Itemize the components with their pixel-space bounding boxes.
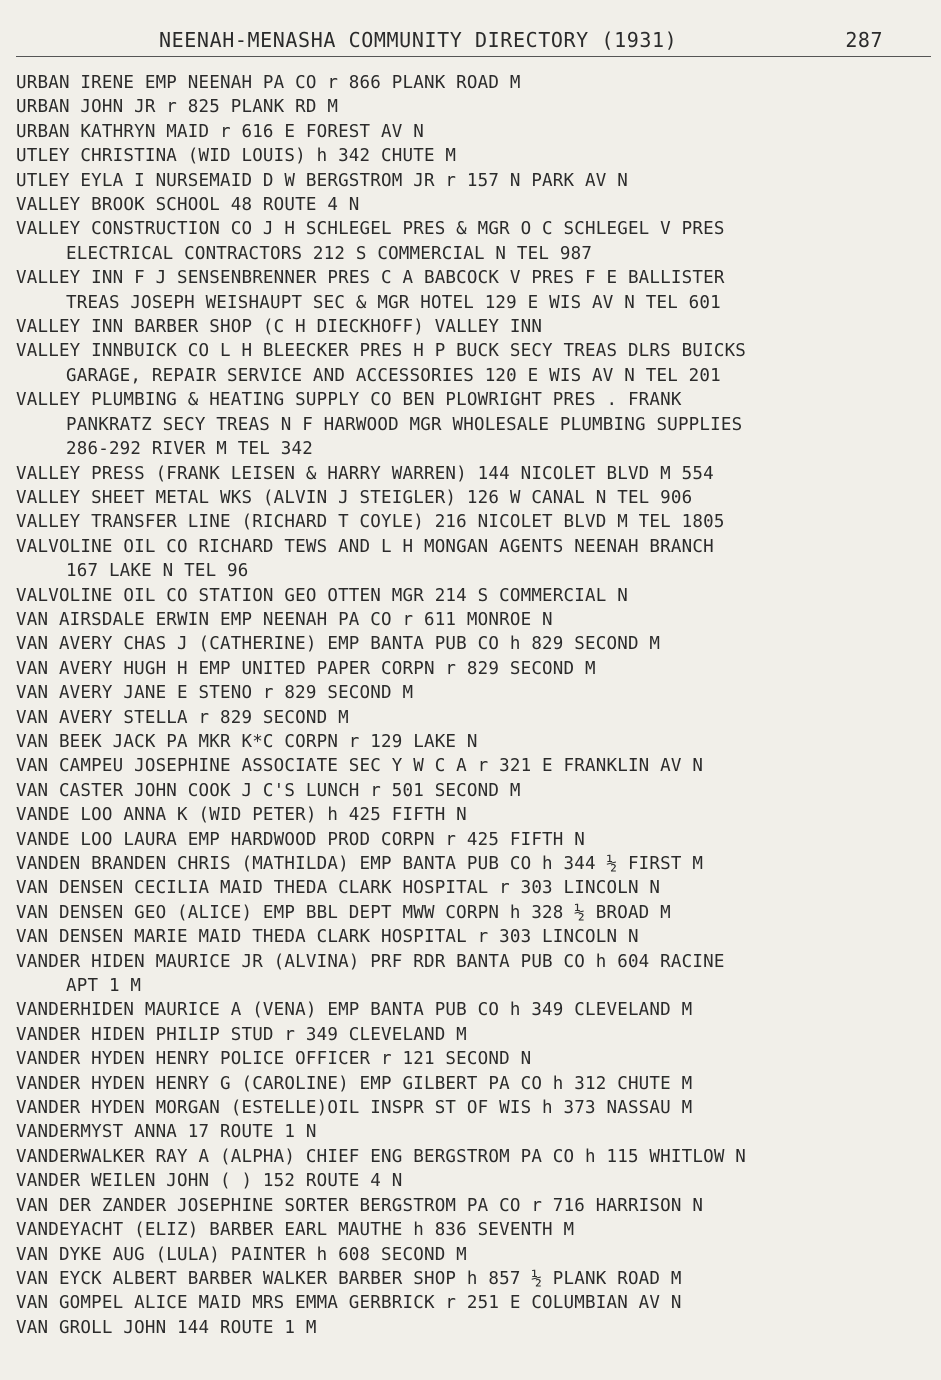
entry-line: VALVOLINE OIL CO RICHARD TEWS AND L H MONGAN AGENTS NEENAH BRANCH: [16, 536, 714, 557]
entry-line: VANDER WEILEN JOHN ( ) 152 ROUTE 4 N: [16, 1171, 403, 1192]
entry-line: VANDEN BRANDEN CHRIS (MATHILDA) EMP BANTA PUB CO h 344 ½ FIRST M: [16, 854, 704, 874]
directory-entries: [16, 71, 931, 1340]
entry-continuation: GARAGE, REPAIR SERVICE AND ACCESSORIES 120 E WIS AV N TEL 201: [66, 365, 721, 386]
page-header: [16, 26, 931, 57]
entry-line: UTLEY EYLA I NURSEMAID D W BERGSTROM JR r 157 N PARK AV N: [16, 170, 628, 191]
entry-line: VANDE LOO ANNA K (WID PETER) h 425 FIFTH N: [16, 805, 467, 826]
entry-line: VANDERWALKER RAY A (ALPHA) CHIEF ENG BERGSTROM PA CO h 115 WHITLOW N: [16, 1146, 747, 1167]
entry-line: VALLEY TRANSFER LINE (RICHARD T COYLE) 216 NICOLET BLVD M TEL 1805: [16, 512, 725, 533]
entry-line: VALLEY PRESS (FRANK LEISEN & HARRY WARREN) 144 NICOLET BLVD M 554: [16, 463, 714, 484]
entry-line: UTLEY CHRISTINA (WID LOUIS) h 342 CHUTE M: [16, 146, 457, 167]
entry-line: VANDER HYDEN HENRY G (CAROLINE) EMP GILBERT PA CO h 312 CHUTE M: [16, 1073, 693, 1094]
entry-line: URBAN IRENE EMP NEENAH PA CO r 866 PLANK ROAD M: [16, 73, 521, 93]
entry-line: VAN DENSEN GEO (ALICE) EMP BBL DEPT MWW CORPN h 328 ½ BROAD M: [16, 902, 671, 923]
entry-line: VAN DYKE AUG (LULA) PAINTER h 608 SECOND M: [16, 1244, 467, 1265]
entry-line: VALVOLINE OIL CO STATION GEO OTTEN MGR 214 S COMMERCIAL N: [16, 585, 628, 606]
entry-line: VALLEY BROOK SCHOOL 48 ROUTE 4 N: [16, 195, 360, 216]
entry-line: VALLEY PLUMBING & HEATING SUPPLY CO BEN PLOWRIGHT PRES . FRANK: [16, 390, 682, 411]
entry-line: VAN DENSEN MARIE MAID THEDA CLARK HOSPITAL r 303 LINCOLN N: [16, 927, 639, 948]
entry-line: VAN BEEK JACK PA MKR K*C CORPN r 129 LAKE N: [16, 731, 478, 752]
entry-line: VAN DENSEN CECILIA MAID THEDA CLARK HOSPITAL r 303 LINCOLN N: [16, 878, 661, 899]
entry-line: VANDER HYDEN HENRY POLICE OFFICER r 121 SECOND N: [16, 1049, 532, 1070]
entry-line: VAN CASTER JOHN COOK J C'S LUNCH r 501 SECOND M: [16, 780, 521, 801]
entry-line: VALLEY SHEET METAL WKS (ALVIN J STEIGLER) 126 W CANAL N TEL 906: [16, 487, 693, 508]
entry-continuation: ELECTRICAL CONTRACTORS 212 S COMMERCIAL N TEL 987: [66, 243, 593, 264]
entry-line: URBAN JOHN JR r 825 PLANK RD M: [16, 97, 339, 118]
entry-line: VANDER HYDEN MORGAN (ESTELLE)OIL INSPR ST OF WIS h 373 NASSAU M: [16, 1098, 693, 1119]
entry-continuation: 286-292 RIVER M TEL 342: [66, 439, 313, 460]
entry-line: VALLEY INN BARBER SHOP (C H DIECKHOFF) VALLEY INN: [16, 317, 543, 338]
entry-line: VALLEY INN F J SENSENBRENNER PRES C A BABCOCK V PRES F E BALLISTER: [16, 268, 725, 289]
entry-line: VAN GROLL JOHN 144 ROUTE 1 M: [16, 1317, 317, 1338]
page-title: NEENAH-MENASHA COMMUNITY DIRECTORY (1931): [159, 28, 678, 52]
entry-line: VANDERMYST ANNA 17 ROUTE 1 N: [16, 1122, 317, 1143]
entry-continuation: PANKRATZ SECY TREAS N F HARWOOD MGR WHOLESALE PLUMBING SUPPLIES: [66, 414, 743, 435]
entry-line: VAN AVERY CHAS J (CATHERINE) EMP BANTA PUB CO h 829 SECOND M: [16, 634, 661, 655]
entry-line: VANDER HIDEN MAURICE JR (ALVINA) PRF RDR BANTA PUB CO h 604 RACINE: [16, 951, 725, 972]
page-number: 287: [845, 28, 883, 52]
entry-line: VANDERHIDEN MAURICE A (VENA) EMP BANTA PUB CO h 349 CLEVELAND M: [16, 1000, 693, 1021]
entry-line: URBAN KATHRYN MAID r 616 E FOREST AV N: [16, 121, 424, 142]
entry-line: VAN GOMPEL ALICE MAID MRS EMMA GERBRICK r 251 E COLUMBIAN AV N: [16, 1293, 682, 1314]
entry-line: VAN EYCK ALBERT BARBER WALKER BARBER SHOP h 857 ½ PLANK ROAD M: [16, 1268, 682, 1289]
entry-line: VAN CAMPEU JOSEPHINE ASSOCIATE SEC Y W C A r 321 E FRANKLIN AV N: [16, 756, 704, 777]
entry-continuation: APT 1 M: [66, 976, 142, 997]
entry-line: VANDER HIDEN PHILIP STUD r 349 CLEVELAND M: [16, 1024, 467, 1045]
entry-line: VAN AIRSDALE ERWIN EMP NEENAH PA CO r 611 MONROE N: [16, 609, 553, 630]
entry-line: VANDE LOO LAURA EMP HARDWOOD PROD CORPN r 425 FIFTH N: [16, 829, 586, 850]
entry-line: VALLEY CONSTRUCTION CO J H SCHLEGEL PRES & MGR O C SCHLEGEL V PRES: [16, 219, 725, 240]
entry-line: VAN AVERY JANE E STENO r 829 SECOND M: [16, 683, 414, 704]
entry-line: VAN AVERY STELLA r 829 SECOND M: [16, 707, 349, 728]
entry-line: VANDEYACHT (ELIZ) BARBER EARL MAUTHE h 836 SEVENTH M: [16, 1220, 575, 1241]
entry-continuation: 167 LAKE N TEL 96: [66, 561, 249, 582]
entry-line: VALLEY INNBUICK CO L H BLEECKER PRES H P BUCK SECY TREAS DLRS BUICKS: [16, 341, 747, 362]
entry-line: VAN AVERY HUGH H EMP UNITED PAPER CORPN r 829 SECOND M: [16, 658, 596, 679]
entry-line: VAN DER ZANDER JOSEPHINE SORTER BERGSTROM PA CO r 716 HARRISON N: [16, 1195, 704, 1216]
entry-continuation: TREAS JOSEPH WEISHAUPT SEC & MGR HOTEL 129 E WIS AV N TEL 601: [66, 292, 721, 313]
